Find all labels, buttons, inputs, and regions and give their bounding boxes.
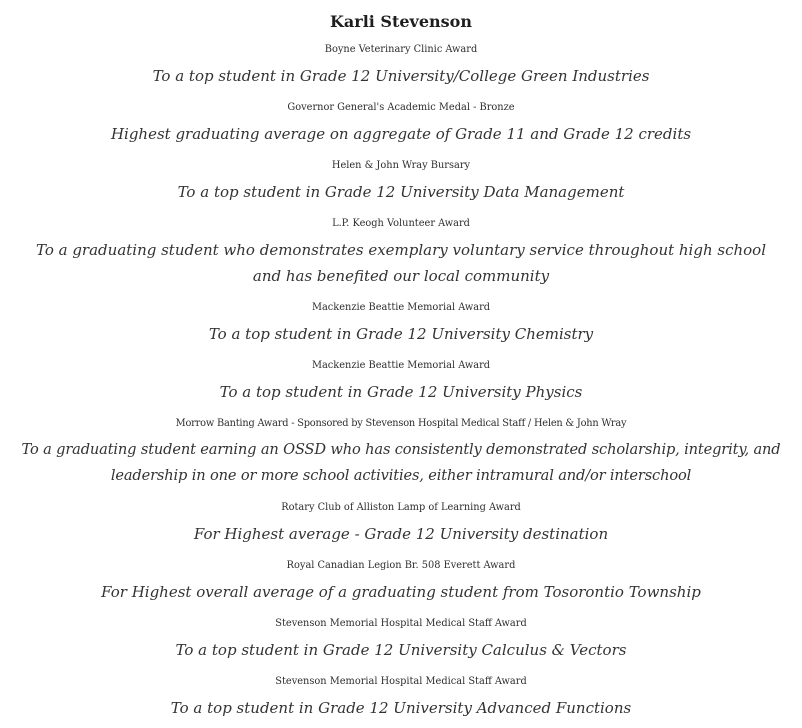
award-item — [0, 295, 802, 347]
award-title: Stevenson Memorial Hospital Medical Staff Award — [275, 676, 527, 687]
award-title: Mackenzie Beattie Memorial Award — [311, 302, 491, 313]
award-title: L.P. Keogh Volunteer Award — [332, 218, 470, 229]
award-description: To a top student in Grade 12 University Advanced Functions — [170, 698, 632, 717]
award-title: Helen & John Wray Bursary — [331, 160, 471, 171]
award-item — [0, 611, 802, 663]
award-description: For Highest overall average of a graduating student from Tosorontio Township — [101, 582, 701, 601]
award-title: Mackenzie Beattie Memorial Award — [311, 360, 491, 371]
award-description: To a top student in Grade 12 University/College Green Industries — [152, 66, 650, 85]
awards-list — [0, 37, 802, 727]
award-item — [0, 495, 802, 547]
award-title: Royal Canadian Legion Br. 508 Everett Award — [286, 560, 516, 571]
award-item — [0, 353, 802, 405]
award-item — [0, 211, 802, 289]
award-description: To a top student in Grade 12 University Chemistry — [208, 324, 594, 343]
award-item — [0, 669, 802, 721]
award-description: To a top student in Grade 12 University Calculus & Vectors — [175, 640, 627, 659]
award-description: To a graduating student who demonstrates exemplary voluntary service throughout high school and has benefited our local community — [35, 240, 767, 285]
award-item — [0, 95, 802, 147]
award-description: To a graduating student earning an OSSD who has consistently demonstrated scholarship, integrity, and leadership in one or more school activities, either intramural and/or interschool — [21, 440, 781, 484]
award-item — [0, 411, 802, 489]
award-item — [0, 553, 802, 605]
award-item — [0, 153, 802, 205]
recipient-name: Karli Stevenson — [330, 12, 472, 31]
award-item — [0, 37, 802, 89]
award-title: Rotary Club of Alliston Lamp of Learning Award — [281, 502, 521, 513]
award-title: Stevenson Memorial Hospital Medical Staff Award — [275, 618, 527, 629]
award-title: Governor General's Academic Medal - Bronze — [287, 102, 515, 113]
award-description: For Highest average - Grade 12 University destination — [193, 524, 609, 543]
award-description: To a top student in Grade 12 University Data Management — [177, 182, 625, 201]
award-title: Boyne Veterinary Clinic Award — [324, 44, 478, 55]
award-description: To a top student in Grade 12 University Physics — [219, 382, 583, 401]
award-description: Highest graduating average on aggregate of Grade 11 and Grade 12 credits — [110, 124, 692, 143]
award-title: Morrow Banting Award - Sponsored by Stevenson Hospital Medical Staff / Helen & John Wray — [175, 418, 627, 429]
